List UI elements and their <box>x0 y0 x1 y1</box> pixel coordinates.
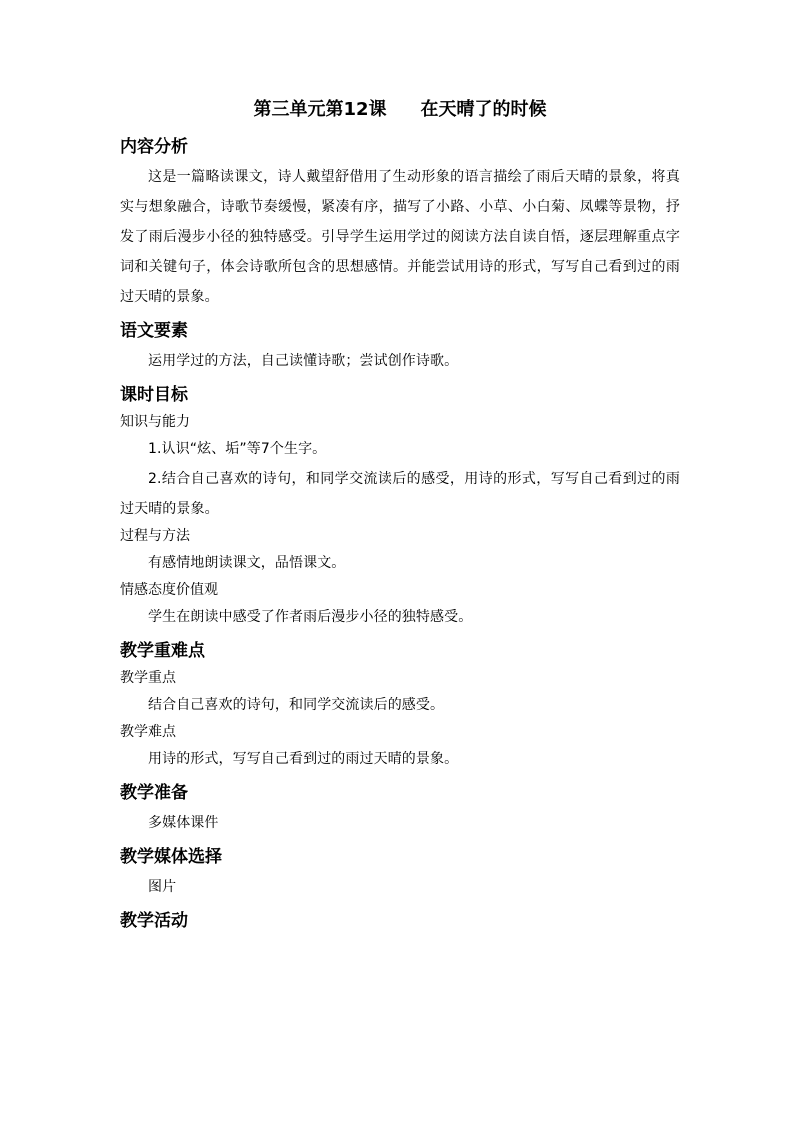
subheading-process: 过程与方法 <box>120 528 190 544</box>
paragraph-process: 有感情地朗读课文，品悟课文。 <box>148 555 346 571</box>
heading-media: 教学媒体选择 <box>120 847 222 867</box>
objective-item-2: 2.结合自己喜欢的诗句，和同学交流读后的感受，用诗的形式，写写自己看到过的雨过天晴的景象。 <box>120 471 680 517</box>
paragraph-focus: 结合自己喜欢的诗句，和同学交流读后的感受。 <box>148 697 445 713</box>
paragraph-content-analysis: 这是一篇略读课文，诗人戴望舒借用了生动形象的语言描绘了雨后天晴的景象，将真实与想象融合，诗歌节奏缓慢，紧凑有序，描写了小路、小草、小白菊、凤蝶等景物，抒发了雨后漫步小径的独特感受。引导学生运用学过的阅读方法自读自悟，逐层理解重点字词和关键句子，体会诗歌所包含的思想感情。并能尝试用诗的形式，写写自己看到过的雨过天晴的景象。 <box>120 169 680 305</box>
subheading-knowledge: 知识与能力 <box>120 414 190 430</box>
heading-language-elements: 语文要素 <box>120 321 188 341</box>
subheading-difficulty: 教学难点 <box>120 724 176 740</box>
heading-preparation: 教学准备 <box>120 783 188 803</box>
document-page <box>120 96 680 934</box>
heading-content-analysis: 内容分析 <box>120 137 188 157</box>
paragraph-emotion: 学生在朗读中感受了作者雨后漫步小径的独特感受。 <box>148 609 473 625</box>
paragraph-preparation: 多媒体课件 <box>148 815 219 831</box>
title-lesson-name: 在天晴了的时候 <box>420 99 547 120</box>
paragraph-language-elements: 运用学过的方法，自己读懂诗歌；尝试创作诗歌。 <box>148 353 459 369</box>
paragraph-difficulty: 用诗的形式，写写自己看到过的雨过天晴的景象。 <box>148 751 459 767</box>
objective-item-1: 1.认识“炫、垢”等7个生字。 <box>148 441 327 457</box>
subheading-emotion: 情感态度价值观 <box>120 582 218 598</box>
subheading-focus: 教学重点 <box>120 670 176 686</box>
page-title <box>120 96 680 124</box>
heading-lesson-objectives: 课时目标 <box>120 385 188 405</box>
paragraph-media: 图片 <box>148 879 177 895</box>
heading-key-points: 教学重难点 <box>120 641 205 661</box>
heading-activities: 教学活动 <box>120 911 188 931</box>
title-lesson-number: 第三单元第12课 <box>253 99 387 120</box>
